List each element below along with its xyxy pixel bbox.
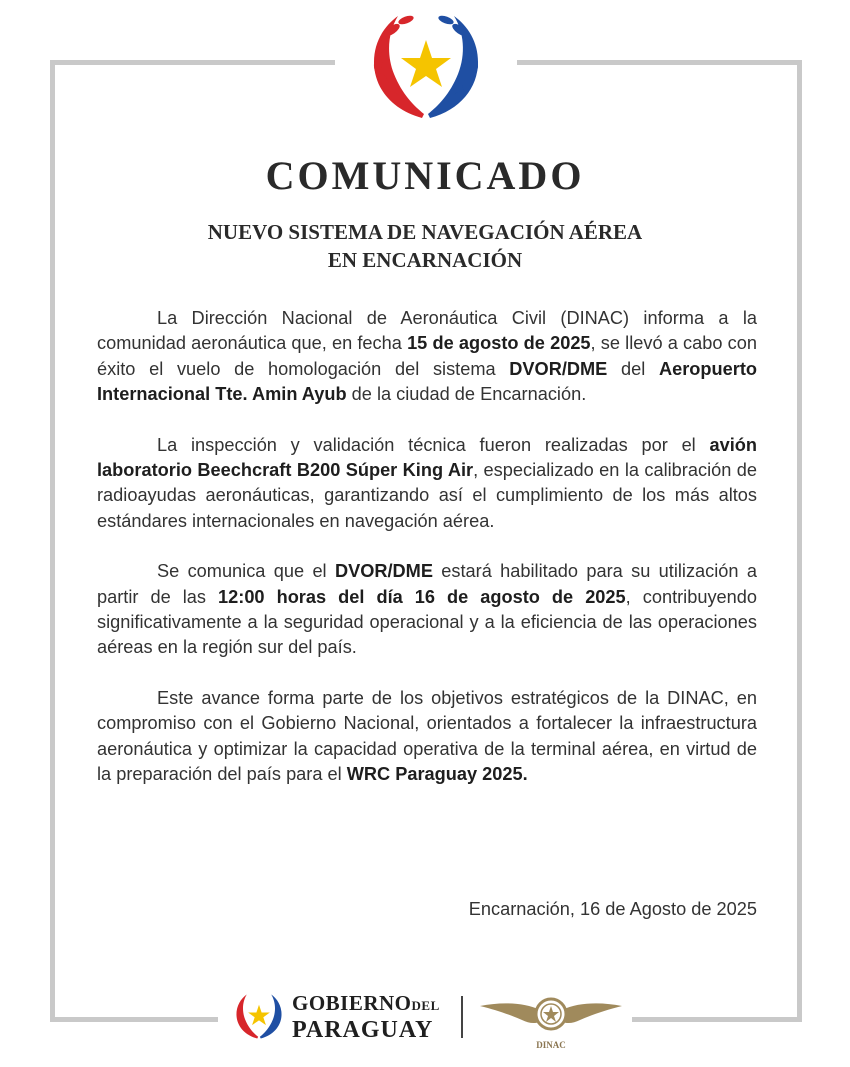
frame-top-left <box>50 60 335 65</box>
gov-word-2: PARAGUAY <box>292 1017 434 1043</box>
paragraph-bold: DVOR/DME <box>334 561 433 582</box>
communique-body <box>97 306 757 813</box>
frame-right <box>797 60 802 1022</box>
paragraph-3 <box>97 559 757 661</box>
logo-divider <box>461 996 463 1038</box>
frame-top-right <box>517 60 802 65</box>
paragraph-text: estará habilitado para su utilización a partir de las <box>97 561 757 607</box>
paragraph-1 <box>97 306 757 408</box>
paragraph-text: Se comunica que el <box>157 561 335 582</box>
paraguay-seal-icon <box>362 6 490 126</box>
gobierno-seal-icon <box>230 990 288 1042</box>
paragraph-bold: WRC Paraguay 2025. <box>346 764 528 785</box>
frame-left <box>50 60 55 1022</box>
paragraph-text: La inspección y validación técnica fueron realizadas por el <box>157 434 710 455</box>
place-date: Encarnación, 16 de Agosto de 2025 <box>468 899 757 919</box>
paragraph-text: , se llevó a cabo con éxito el vuelo de homologación del sistema <box>97 333 757 379</box>
paragraph-text: de la ciudad de Encarnación. <box>346 384 587 405</box>
subtitle-line-1: NUEVO SISTEMA DE NAVEGACIÓN AÉREA <box>207 220 643 244</box>
gov-word-1: GOBIERNO <box>292 991 412 1015</box>
page-title: COMUNICADO <box>265 153 585 198</box>
gobierno-wordmark <box>292 992 440 1043</box>
paragraph-2 <box>97 433 757 535</box>
dinac-wings-icon <box>478 990 624 1038</box>
paragraph-text: , especializado en la calibración de radioayudas aeronáuticas, garantizando así el cumplimiento de los más altos estándares internacionales en navegación aérea. <box>97 460 757 531</box>
subtitle-line-2: EN ENCARNACIÓN <box>327 248 523 272</box>
paragraph-bold: Aeropuerto Internacional Tte. Amin Ayub <box>97 358 757 405</box>
paragraph-text: , contribuyendo significativamente a la seguridad operacional y a la eficiencia de las operaciones aéreas en la región sur del país. <box>97 586 758 658</box>
frame-bottom-left <box>50 1017 218 1022</box>
paragraph-bold: 12:00 horas del día 16 de agosto de 2025 <box>218 586 626 607</box>
paragraph-bold: DVOR/DME <box>509 358 608 379</box>
paragraph-bold: 15 de agosto de 2025 <box>407 333 591 354</box>
paragraph-text: La Dirección Nacional de Aeronáutica Civil (DINAC) informa a la comunidad aeronáutica que, en fecha <box>97 308 757 354</box>
frame-bottom-right <box>632 1017 802 1022</box>
paragraph-text: Este avance forma parte de los objetivos estratégicos de la DINAC, en compromiso con el Gobierno Nacional, orientados a fortalecer la infraestructura aeronáutica y optimizar la capacidad operativa de la terminal aérea, en virtud de la preparación del país para el <box>97 687 757 785</box>
page-subtitle <box>0 218 850 274</box>
paragraph-4 <box>97 686 757 788</box>
gov-del: DEL <box>411 998 440 1013</box>
paragraph-text: del <box>607 358 659 379</box>
paragraph-bold: avión laboratorio Beechcraft B200 Súper King Air <box>97 434 757 481</box>
dinac-label: DINAC <box>536 1040 566 1050</box>
